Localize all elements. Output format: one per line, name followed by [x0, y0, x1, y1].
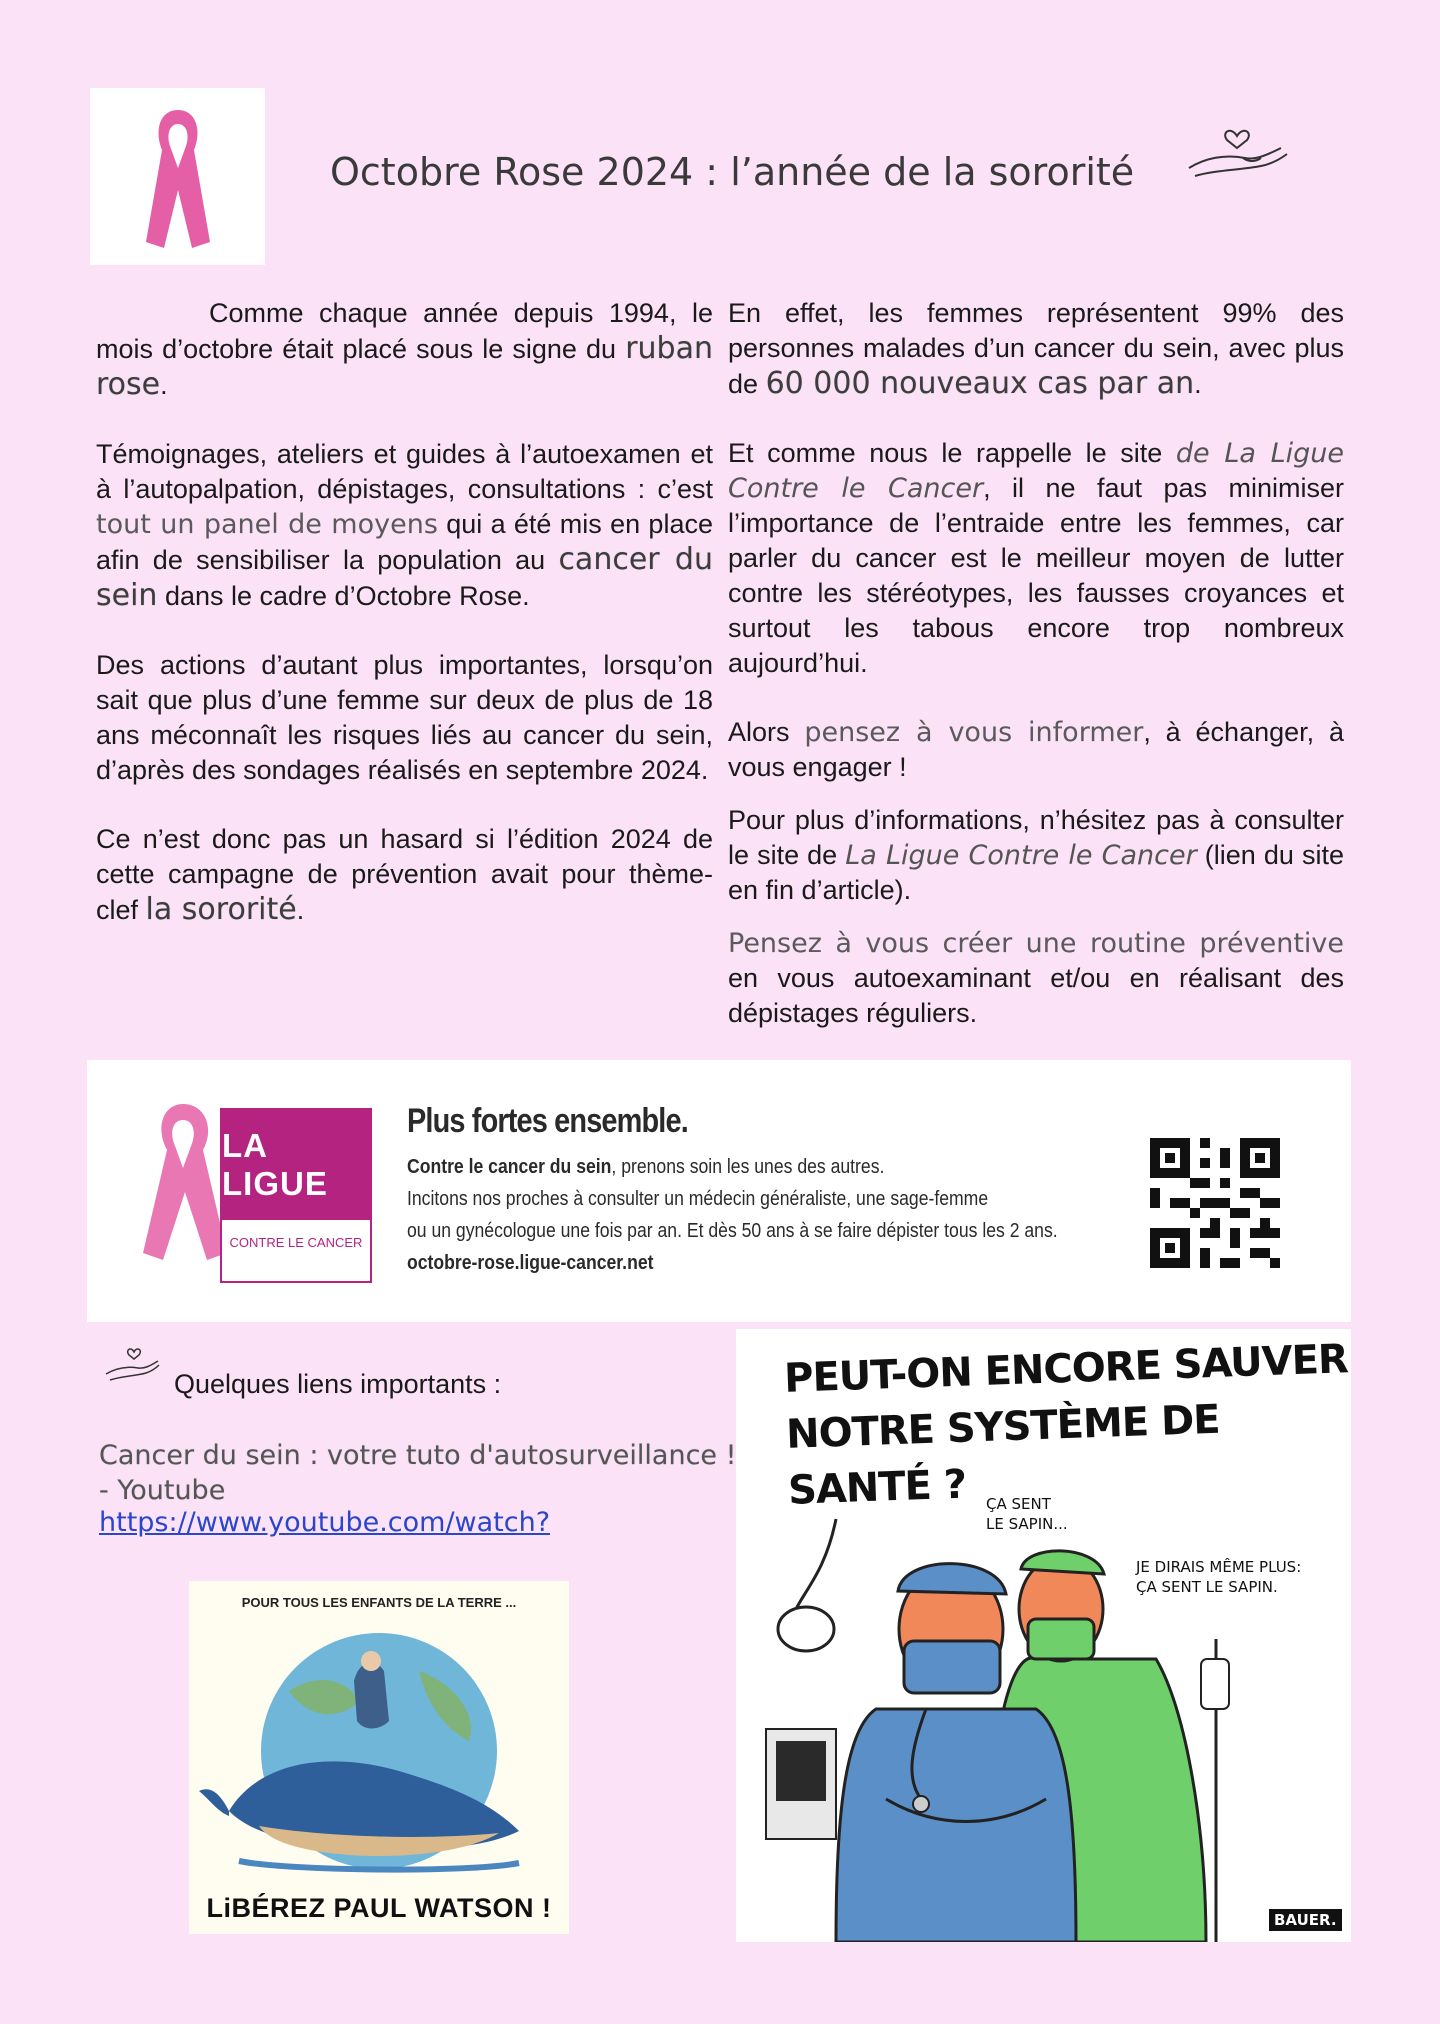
banner-line: Incitons nos proches à consulter un médecin généraliste, une sage-femme — [407, 1188, 989, 1210]
pink-ribbon-logo — [90, 88, 265, 265]
cartoon-title: PEUT-ON ENCORE SAUVER NOTRE SYSTÈME DE SANTÉ ? — [783, 1336, 1349, 1514]
highlight-text: pensez à vous informer — [804, 717, 1144, 748]
banner-headline: Plus fortes ensemble. — [407, 1102, 688, 1140]
health-system-cartoon — [736, 1329, 1351, 1942]
paragraph: Alors pensez à vous informer, à échanger, à vous engager ! — [728, 717, 1344, 782]
banner-line: Contre le cancer du sein, prenons soin les unes des autres. — [407, 1156, 885, 1178]
banner-url: octobre-rose.ligue-cancer.net — [407, 1252, 654, 1274]
paragraph: Et comme nous le rappelle le site de La Ligue Contre le Cancer, il ne faut pas minimiser l’importance de l’entraide entre les femmes, car parler du cancer est le meilleur moyen de lutter contre les stéréotypes, les fausses croyances et surtout les tabous encore trop nombreux aujourd’hui. — [728, 438, 1344, 678]
ligue-link-text[interactable]: La Ligue Contre le Cancer — [845, 840, 1197, 871]
pink-ribbon-icon — [138, 102, 218, 252]
ligue-logo-subtitle: CONTRE LE CANCER — [229, 1235, 363, 1250]
highlight-text: tout un panel de moyens — [96, 509, 438, 540]
whale-earth-illustration — [189, 1601, 569, 1901]
paragraph: En effet, les femmes représentent 99% des personnes malades d’un cancer du sein, avec plus de 60 000 nouveaux cas par an. — [728, 298, 1344, 401]
left-column — [96, 296, 713, 962]
speech-bubble: ÇA SENT LE SAPIN... — [986, 1495, 1068, 1533]
highlight-text: Pensez à vous créer une routine préventive — [728, 928, 1344, 959]
highlight-text: 60 000 nouveaux cas par an — [765, 366, 1195, 401]
highlight-text: la sororité — [145, 892, 297, 927]
hand-heart-icon — [104, 1340, 160, 1384]
speech-bubble: JE DIRAIS MÊME PLUS: ÇA SENT LE SAPIN. — [1136, 1558, 1302, 1596]
qr-code-icon[interactable] — [1150, 1138, 1280, 1268]
paragraph: Des actions d’autant plus importantes, lorsqu’on sait que plus d’une femme sur deux de plus de 18 ans méconnaît les risques liés au cancer du sein, d’après des sondages réalisés en septembre 2024. — [96, 650, 713, 785]
poster-bottom-text: LiBÉREZ PAUL WATSON ! — [206, 1893, 552, 1923]
ligue-logo-title: LA LIGUE — [222, 1110, 370, 1220]
ligue-link-text[interactable]: de La Ligue Contre le Cancer — [728, 438, 1344, 504]
paragraph: Ce n’est donc pas un hasard si l’édition 2024 de cette campagne de prévention avait pour thème-clef la sororité. — [96, 824, 713, 927]
banner-line: ou un gynécologue une fois par an. Et dès 50 ans à se faire dépister tous les 2 ans. — [407, 1220, 1058, 1242]
ligue-banner — [87, 1060, 1351, 1322]
video-link-title[interactable]: Cancer du sein : votre tuto d'autosurveillance ! - Youtube — [99, 1440, 737, 1506]
paul-watson-poster — [189, 1581, 569, 1934]
paragraph: Témoignages, ateliers et guides à l’autoexamen et à l’autopalpation, dépistages, consultations : c’est tout un panel de moyens qui a été mis en place afin de sensibiliser la population au cancer du sein dans le cadre d’Octobre Rose. — [96, 439, 713, 613]
paragraph: Pour plus d’informations, n’hésitez pas à consulter le site de La Ligue Contre le Cancer (lien du site en fin d’article). — [728, 805, 1344, 905]
cartoon-signature: BAUER. — [1269, 1909, 1342, 1931]
ligue-logo — [220, 1108, 372, 1283]
doctors-illustration — [736, 1329, 1351, 1942]
highlight-text: cancer du sein — [96, 542, 713, 613]
right-column — [728, 296, 1344, 1065]
page-title: Octobre Rose 2024 : l’année de la sororité — [330, 150, 1135, 194]
banner-text — [407, 1102, 1167, 1279]
highlight-text: ruban rose — [96, 331, 713, 402]
poster-top-text: POUR TOUS LES ENFANTS DE LA TERRE ... — [241, 1595, 517, 1610]
paragraph: Pensez à vous créer une routine préventive en vous autoexaminant et/ou en réalisant des dépistages réguliers. — [728, 928, 1344, 1028]
links-title: Quelques liens importants : — [174, 1369, 502, 1399]
video-link-url[interactable]: https://www.youtube.com/watch? — [99, 1507, 551, 1538]
paragraph: Comme chaque année depuis 1994, le mois d’octobre était placé sous le signe du ruban rose. — [96, 298, 713, 402]
hand-heart-icon — [1185, 112, 1290, 182]
